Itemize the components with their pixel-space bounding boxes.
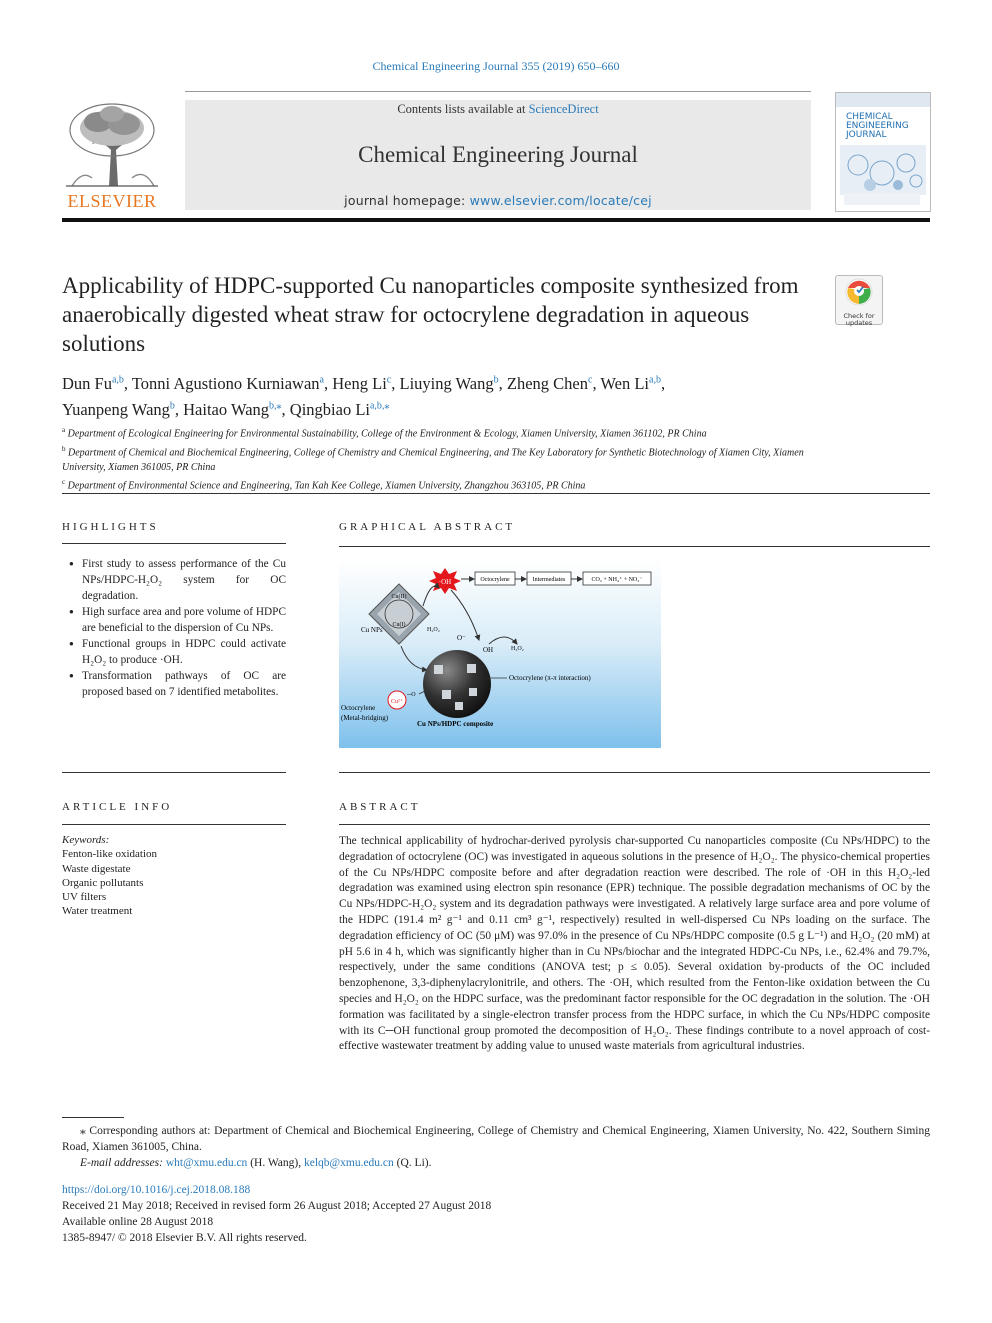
- author[interactable]: [62, 400, 183, 419]
- affiliation-key: b: [62, 444, 66, 453]
- affiliation-text: Department of Chemical and Biochemical Engineering, College of Chemistry and Chemical Engineering, and The Key Laboratory for Synthetic Biotechnology of Xiamen City, Xiamen University, Xiamen 361005, PR China: [62, 447, 804, 473]
- affiliation-text: Department of Environmental Science and Engineering, Tan Kah Kee College, Xiamen University, Zhangzhou 363105, PR China: [67, 480, 586, 492]
- ga-composite-label: Cu NPs/HDPC composite: [417, 720, 494, 728]
- cover-top-band: [836, 93, 930, 107]
- ga-cu1-label: Cu(I): [392, 622, 406, 628]
- ga-cu2-label: Cu(II): [391, 594, 407, 600]
- article-info-heading: ARTICLE INFO: [62, 801, 173, 813]
- header-divider: [185, 91, 811, 92]
- author-name: Zheng Chen: [506, 373, 588, 393]
- cover-title: CHEMICAL ENGINEERING JOURNAL: [846, 112, 909, 140]
- graphical-abstract-figure[interactable]: [339, 560, 661, 748]
- affiliation: [62, 442, 822, 475]
- highlights-heading: HIGHLIGHTS: [62, 521, 159, 533]
- author-list: [62, 368, 882, 421]
- keyword[interactable]: Organic pollutants: [62, 876, 144, 889]
- highlights-list: [62, 556, 286, 700]
- author-sup: b: [169, 400, 175, 412]
- author-name: Haitao Wang: [183, 400, 270, 419]
- hdpc-composite-sphere-icon: [423, 650, 491, 718]
- highlight-item: ● Transformation pathways of OC are proposed based on 7 identified metabolites.: [62, 668, 286, 700]
- ga-oc-metal-label-2: (Metal-bridging): [341, 714, 389, 722]
- publication-info: [62, 1182, 662, 1246]
- author-sup: a,b: [649, 374, 661, 385]
- graphical-abstract-svg: [339, 560, 661, 748]
- abstract-rule: [339, 824, 930, 825]
- author-sup: a,b: [111, 374, 124, 385]
- copyright: 1385-8947/ © 2018 Elsevier B.V. All rights reserved.: [62, 1232, 307, 1244]
- available-online: Available online 28 August 2018: [62, 1216, 214, 1228]
- author-name: Wen Li: [600, 373, 650, 393]
- highlight-item: ● Functional groups in HDPC could activate H₂O₂ to produce ·OH.: [62, 636, 286, 668]
- journal-homepage: [185, 193, 811, 208]
- author[interactable]: [132, 374, 332, 393]
- hydroxyl-radical-burst-icon: [429, 568, 461, 594]
- corresponding-note: [62, 1123, 930, 1155]
- ga-products-label: CO₂ + NH₄⁺ + NO₃⁻: [591, 577, 643, 583]
- keywords-block: [62, 833, 286, 919]
- journal-cover[interactable]: [835, 92, 931, 212]
- author[interactable]: [62, 374, 132, 393]
- affiliation: [62, 423, 822, 442]
- ga-oh-label: OH: [483, 646, 494, 654]
- author-sup: a,b,⁎: [369, 400, 390, 412]
- author[interactable]: [399, 374, 506, 393]
- ga-o-bridge-label: ─O: [407, 692, 416, 698]
- elsevier-logo[interactable]: [62, 100, 162, 212]
- author-sep: ,: [498, 373, 507, 393]
- ga-ros-label: ·OH: [438, 578, 452, 586]
- email-link-wang[interactable]: wht@xmu.edu.cn: [165, 1157, 248, 1169]
- author[interactable]: [290, 400, 390, 419]
- graphical-abstract-bottom-rule: [339, 772, 930, 773]
- contents-prefix: Contents lists available at: [397, 102, 529, 116]
- email-label: E-mail addresses:: [80, 1157, 163, 1169]
- author[interactable]: [332, 374, 399, 393]
- email-line: [62, 1155, 930, 1171]
- ga-h2o2-left-label: H₂O₂: [427, 627, 440, 633]
- ga-cu-nps-label: Cu NPs: [361, 626, 383, 634]
- author[interactable]: [507, 374, 601, 393]
- elsevier-tree-icon: [62, 100, 162, 188]
- corresponding-author-footnote: [62, 1123, 930, 1171]
- corresponding-text: Corresponding authors at: Department of Chemical and Biochemical Engineering, College of Chemistry and Chemical Engineering, Xiamen University, No. 422, Southern Siming Road, Xiamen 361005, China.: [62, 1125, 931, 1153]
- ga-o-minus-label: O⁻: [457, 634, 466, 642]
- ga-oc-metal-label-1: Octocrylene: [341, 704, 376, 712]
- ga-cu-ion-label: Cu²⁺: [391, 699, 403, 705]
- journal-masthead: [185, 100, 811, 210]
- ga-intermediates-label: Intermediates: [532, 577, 566, 583]
- header-thick-rule: [62, 218, 930, 222]
- graphical-abstract-rule: [339, 546, 930, 547]
- affiliations: [62, 423, 822, 494]
- keyword[interactable]: UV filters: [62, 891, 107, 904]
- doi-link[interactable]: https://doi.org/10.1016/j.cej.2018.08.188: [62, 1184, 251, 1196]
- crossmark-label: Check for updates: [843, 312, 875, 327]
- keyword[interactable]: Water treatment: [62, 905, 133, 918]
- ga-oc-pi-label: Octocrylene (π-π interaction): [509, 674, 591, 682]
- author[interactable]: [600, 374, 665, 393]
- author-sup: a: [319, 374, 324, 385]
- author-sep: ,: [324, 373, 333, 393]
- author-sup: c: [386, 374, 392, 385]
- ga-octocrylene-label: Octocrylene: [480, 577, 510, 583]
- article-info-rule: [62, 824, 286, 825]
- author-name: Tonni Agustiono Kurniawan: [131, 373, 320, 393]
- author-sep: ,: [592, 373, 601, 393]
- author-name: Dun Fu: [62, 373, 112, 393]
- abstract-body: The technical applicability of hydrochar-derived pyrolysis char-supported Cu nanoparticles composite (Cu NPs/HDPC) to the degradation of octocrylene (OC) was investigated in aqueous solutions in the presence of H₂O₂. The physico-chemical properties of the Cu NPs/HDPC composite before and after degradation reaction were described. The role of ·OH in this H₂O₂-led degradation was examined using electron spin resonance (EPR) technique. The possible degradation mechanisms of OC by the Cu NPs/HDPC-H₂O₂ system and its degradation pathways were investigated. A relatively large surface area and pore volume of the HDPC (191.4 m² g⁻¹ and 0.11 cm³ g⁻¹, respectively) resulted in well-dispersed Cu NPs loading on the surface. The degradation efficiency of OC (50 μM) was 97.0% in the presence of Cu NPs/HDPC composite (0.5 g L⁻¹) and H₂O₂ (20 mM) at pH 5.6 in 4 h, which was significantly higher than in Cu NPs/biochar and the integrated HDPC-Cu NPs, i.e., 62.4% and 79.7%, respectively, under the same conditions (ANOVA test; p ≤ 0.05). Several oxidation by-products of the OC included benzophenone, 3,3-diphenylacrylonitrile, and others. The ·OH, which resulted from the Fenton-like oxidation between the Cu species and H₂O₂ on the HDPC surface, was the predominant factor responsible for the OC degradation in the solution. The ·OH formation was facilitated by a single-electron transfer process from the HDPC surface, in which the Cu NPs/HDPC composite with its C─OH functional group promoted the decomposition of H₂O₂. These findings contribute to a novel approach of cost-effective wastewater treatment by adding value to unused waste materials from agricultural industries.: [339, 835, 930, 1053]
- email-link-li[interactable]: kelqb@xmu.edu.cn: [303, 1157, 394, 1169]
- cover-bubbles-icon: [840, 145, 926, 195]
- received-dates: Received 21 May 2018; Received in revised form 26 August 2018; Accepted 27 August 2018: [62, 1200, 492, 1212]
- homepage-prefix: journal homepage:: [344, 193, 470, 208]
- contents-line: [185, 102, 811, 117]
- author-name: Heng Li: [332, 373, 387, 393]
- author-sep: ,: [281, 400, 290, 419]
- author-sep: ,: [391, 373, 400, 393]
- author-name: Yuanpeng Wang: [62, 400, 170, 419]
- graphical-abstract-heading: GRAPHICAL ABSTRACT: [339, 521, 516, 533]
- highlights-rule: [62, 543, 286, 544]
- ga-h2o2-right-label: H₂O₂: [511, 646, 524, 652]
- affiliation-key: c: [62, 478, 66, 487]
- author-sup: c: [588, 374, 593, 385]
- keywords-label: Keywords:: [62, 834, 110, 846]
- author-sep: ,: [174, 400, 184, 419]
- article-title: Applicability of HDPC-supported Cu nanoparticles composite synthesized from anaerobically digested wheat straw for octocrylene degradation in aqueous solutions: [62, 273, 799, 356]
- highlight-item: ● First study to assess performance of the Cu NPs/HDPC-H₂O₂ system for OC degradation.: [62, 556, 286, 604]
- keyword[interactable]: Fenton-like oxidation: [62, 848, 158, 861]
- keyword[interactable]: Waste digestate: [62, 862, 131, 875]
- affiliation-divider: [62, 493, 930, 494]
- email-owner-li: (Q. Li).: [393, 1157, 432, 1169]
- author-sup: b,⁎: [269, 400, 282, 412]
- highlights-bottom-rule: [62, 772, 286, 773]
- footnote-rule: [62, 1117, 124, 1118]
- crossmark-icon: [836, 276, 882, 308]
- journal-citation[interactable]: Chemical Engineering Journal 355 (2019) 650–660: [372, 59, 620, 73]
- cover-footer: [844, 193, 920, 205]
- abstract-heading: ABSTRACT: [339, 801, 421, 813]
- journal-title: Chemical Engineering Journal: [358, 142, 638, 167]
- author-sep: ,: [660, 373, 666, 393]
- author-name: Qingbiao Li: [289, 400, 370, 419]
- email-owner-wang: (H. Wang),: [247, 1157, 304, 1169]
- homepage-link[interactable]: www.elsevier.com/locate/cej: [469, 193, 652, 208]
- author-sup: b: [493, 374, 499, 385]
- affiliation-key: a: [62, 426, 66, 434]
- highlight-item: ● High surface area and pore volume of HDPC are beneficial to the dispersion of Cu NPs.: [62, 604, 286, 636]
- check-for-updates-button[interactable]: [835, 275, 883, 325]
- author-sep: ,: [123, 373, 132, 393]
- sciencedirect-link[interactable]: ScienceDirect: [528, 102, 599, 116]
- affiliation-text: Department of Ecological Engineering for Environmental Sustainability, College of the Environment & Ecology, Xiamen University, Xiamen 361102, PR China: [67, 428, 707, 440]
- author[interactable]: [183, 400, 290, 419]
- affiliation: [62, 475, 822, 494]
- author-name: Liuying Wang: [399, 373, 494, 393]
- publisher-name: ELSEVIER: [67, 191, 157, 211]
- footnote-mark: ⁎: [80, 1125, 86, 1137]
